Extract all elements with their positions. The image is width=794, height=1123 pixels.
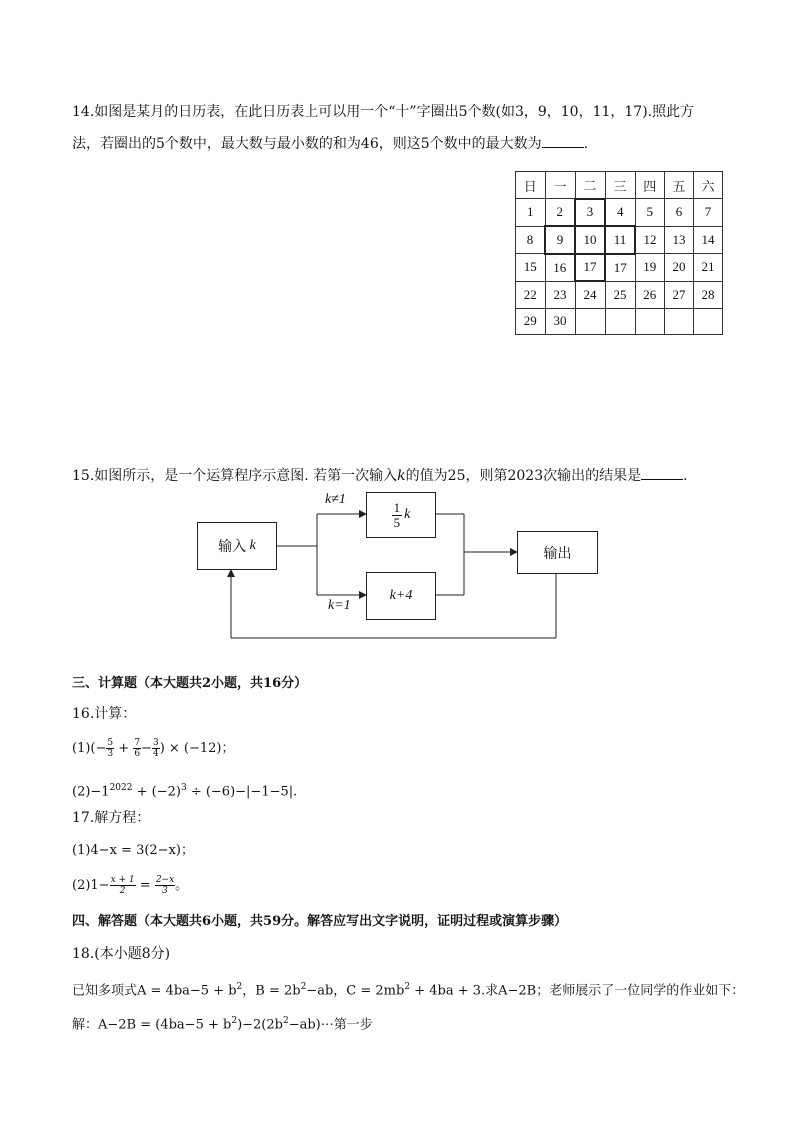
input-box: [197, 522, 277, 570]
q17-part1: (1)4−x = 3(2−x)；: [72, 843, 194, 858]
q16-p2-a: (2)−1: [72, 784, 110, 800]
calendar-cell: 26: [635, 281, 665, 308]
calendar-header-cell: 三: [605, 172, 635, 199]
q17-p2-prefix: (2)1−: [72, 878, 110, 893]
input-label: 输入: [218, 540, 247, 555]
condition-equals-one: k=1: [328, 598, 351, 613]
exponent: 2: [300, 982, 307, 992]
fraction-one-fifth: [392, 501, 403, 530]
calendar-cell: 21: [694, 254, 723, 282]
calendar-header-cell: 日: [516, 172, 546, 199]
calendar-cell: 2: [545, 199, 575, 227]
q16-p2-c: ÷ (−6)−|−1−5|.: [186, 784, 298, 800]
calendar-cell: 29: [516, 308, 546, 335]
section-4-heading: 四、解答题（本大题共6小题，共59分。解答应写出文字说明，证明过程或演算步骤）: [72, 914, 568, 929]
q14-line2-end: .: [583, 136, 589, 152]
q18-title: 18.(本小题8分): [72, 946, 171, 962]
calendar-cell-highlighted: 10: [575, 226, 605, 254]
q17-part2: [72, 875, 188, 896]
q14-line1: 14.如图是某月的日历表，在此日历表上可以用一个“十”字圈出5个数(如3，9，10，11，17).照此方: [72, 104, 695, 120]
q16-part1: [72, 738, 235, 759]
q16-title: 16.计算：: [72, 706, 137, 722]
fraction: [133, 738, 141, 759]
calendar-cell: 1: [516, 199, 546, 227]
fraction-denominator: 3: [107, 749, 114, 759]
fraction-denominator: 2: [119, 886, 126, 896]
plus-sign: +: [118, 741, 130, 756]
q18-text-a: 已知多项式A = 4ba−5 + b: [72, 983, 237, 999]
calendar-header-cell: 四: [635, 172, 665, 199]
q15-var-k: k: [397, 468, 406, 484]
calendar-cell: 22: [516, 281, 546, 308]
q18-text-b: ，B = 2b: [242, 983, 301, 999]
exponent: 2: [236, 982, 243, 992]
q17-title: 17.解方程：: [72, 810, 151, 826]
fraction-box: [366, 492, 436, 538]
calendar-cell-highlighted: 3: [575, 199, 605, 227]
fraction: [110, 875, 136, 896]
calendar-cell: 12: [635, 226, 665, 254]
q18-sol-b: )−2(2b: [237, 1017, 283, 1033]
calendar-cell: 16: [545, 254, 575, 282]
q14-line2-text: 法，若圈出的5个数中，最大数与最小数的和为46，则这5个数中的最大数为: [72, 136, 542, 152]
fraction-numerator: 7: [134, 738, 141, 748]
calendar-cell: 6: [665, 199, 694, 227]
fraction-numerator: 5: [107, 738, 114, 748]
q16-part2: [72, 778, 297, 802]
calendar-cell: 13: [665, 226, 694, 254]
calendar-cell: 4: [605, 199, 635, 227]
fraction: [152, 738, 160, 759]
fraction-numerator: 2−x: [155, 875, 175, 885]
q15-text2: 的值为25，则第2023次输出的结果是: [405, 468, 642, 484]
exponent: 2: [231, 1016, 238, 1026]
calendar-header-cell: 二: [575, 172, 605, 199]
fraction-denominator: 3: [162, 886, 168, 896]
q16-p1-prefix: (1)(−: [72, 741, 107, 756]
calendar-cell: 28: [694, 281, 723, 308]
fraction-denominator: 4: [152, 749, 159, 759]
input-var-k: k: [249, 538, 256, 553]
fraction-numerator: 1: [393, 499, 401, 515]
q18-solution: [72, 1011, 373, 1035]
calendar-cell: 27: [665, 281, 694, 308]
q18-text-c: −ab，C = 2mb: [306, 983, 405, 999]
q18-statement: [72, 977, 744, 1001]
calendar-cell: 20: [665, 254, 694, 282]
calendar-cell: 23: [545, 281, 575, 308]
calendar-header-cell: 五: [665, 172, 694, 199]
output-box: 输出: [517, 531, 598, 574]
exponent: 2: [282, 1016, 289, 1026]
fraction-numerator: x + 1: [110, 875, 135, 885]
calendar-cell: 14: [694, 226, 723, 254]
fraction: [155, 875, 175, 896]
calendar-cell-highlighted: 11: [605, 226, 635, 254]
fraction-denominator: 5: [393, 514, 401, 530]
calendar-cell: 5: [635, 199, 665, 227]
q16-p2-b: + (−2): [132, 784, 181, 800]
condition-not-one: k≠1: [325, 492, 346, 507]
q18-sol-a: 解：A−2B = (4ba−5 + b: [72, 1017, 232, 1033]
calendar-cell: 7: [694, 199, 723, 227]
fraction-denominator: 6: [134, 749, 141, 759]
calendar-cell: 15: [516, 254, 546, 282]
calendar-cell-highlighted: 17: [575, 254, 605, 282]
q18-sol-c: −ab)⋯第一步: [288, 1017, 373, 1033]
q17-p2-end: 。: [175, 878, 189, 893]
exponent: 2: [404, 982, 411, 992]
section-3-heading: 三、计算题（本大题共2小题，共16分）: [72, 676, 308, 691]
calendar-cell: 17: [605, 254, 635, 282]
exponent: 2022: [109, 783, 133, 793]
q18-text-d: + 4ba + 3.求A−2B；老师展示了一位同学的作业如下：: [410, 983, 745, 999]
calendar-cell: 8: [516, 226, 546, 254]
calendar-cell: 30: [545, 308, 575, 335]
calendar-cell: 25: [605, 281, 635, 308]
add-four-box: k+4: [366, 572, 436, 620]
equals-sign: =: [135, 878, 155, 893]
calendar-header-cell: 一: [545, 172, 575, 199]
fraction-numerator: 3: [152, 738, 159, 748]
q15-end: .: [683, 468, 688, 484]
calendar-cell: 24: [575, 281, 605, 308]
minus-sign: −: [141, 741, 152, 756]
exponent: 3: [180, 783, 187, 793]
fraction-var-k: k: [404, 507, 411, 522]
q15-text: 15.如图所示，是一个运算程序示意图. 若第一次输入: [72, 468, 398, 484]
calendar-cell-highlighted: 9: [545, 226, 575, 254]
fraction: [106, 738, 114, 759]
q16-p1-suffix: ) × (−12)；: [159, 741, 235, 756]
calendar-header-cell: 六: [694, 172, 723, 199]
calendar-cell: 19: [635, 254, 665, 282]
